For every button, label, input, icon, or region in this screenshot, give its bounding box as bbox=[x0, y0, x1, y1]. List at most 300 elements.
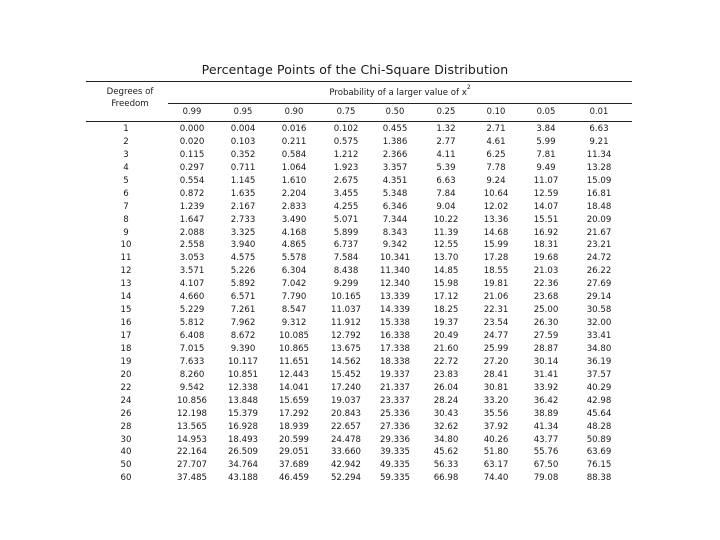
value-cell: 25.336 bbox=[379, 408, 411, 419]
value-cell: 6.63 bbox=[589, 124, 609, 134]
column-header: 0.01 bbox=[589, 106, 609, 116]
value-cell: 23.21 bbox=[586, 240, 612, 251]
value-cell: 8.547 bbox=[281, 305, 307, 316]
value-cell: 8.672 bbox=[230, 331, 256, 341]
value-cell: 5.348 bbox=[382, 188, 408, 199]
dof-cell: 30 bbox=[120, 434, 132, 445]
value-cell: 0.711 bbox=[230, 162, 256, 173]
value-cell: 15.379 bbox=[227, 408, 259, 419]
value-cell: 23.54 bbox=[483, 318, 509, 329]
value-cell: 48.28 bbox=[586, 421, 612, 432]
value-cell: 25.00 bbox=[533, 305, 559, 316]
value-cell: 13.339 bbox=[379, 292, 411, 303]
value-cell: 1.212 bbox=[333, 149, 359, 160]
table-row bbox=[0, 382, 720, 395]
value-cell: 20.49 bbox=[433, 331, 459, 341]
value-cell: 6.571 bbox=[230, 292, 256, 303]
value-cell: 4.351 bbox=[382, 175, 408, 186]
value-cell: 0.575 bbox=[333, 136, 359, 147]
value-cell: 17.240 bbox=[330, 382, 362, 393]
value-cell: 7.584 bbox=[333, 253, 359, 264]
value-cell: 0.020 bbox=[179, 136, 205, 147]
value-cell: 26.22 bbox=[586, 266, 612, 277]
value-cell: 2.366 bbox=[382, 149, 408, 160]
value-cell: 2.733 bbox=[230, 214, 256, 225]
value-cell: 19.81 bbox=[483, 279, 509, 290]
dof-header-line1: Degrees of bbox=[106, 87, 154, 97]
table-row bbox=[0, 136, 720, 149]
column-header: 0.99 bbox=[182, 106, 202, 116]
value-cell: 5.226 bbox=[230, 266, 256, 277]
value-cell: 12.198 bbox=[176, 408, 208, 419]
value-cell: 7.042 bbox=[281, 279, 307, 290]
value-cell: 5.578 bbox=[281, 253, 307, 264]
column-header: 0.25 bbox=[436, 106, 456, 116]
dof-cell: 28 bbox=[120, 421, 132, 432]
value-cell: 7.84 bbox=[436, 188, 456, 199]
value-cell: 13.28 bbox=[586, 162, 612, 173]
value-cell: 35.56 bbox=[483, 408, 509, 419]
value-cell: 56.33 bbox=[433, 460, 459, 471]
value-cell: 19.68 bbox=[533, 253, 559, 264]
value-cell: 10.341 bbox=[379, 253, 411, 264]
value-cell: 6.25 bbox=[486, 149, 506, 160]
value-cell: 36.19 bbox=[586, 356, 612, 367]
value-cell: 29.336 bbox=[379, 434, 411, 445]
value-cell: 40.26 bbox=[483, 434, 509, 445]
table-row bbox=[0, 434, 720, 447]
value-cell: 19.337 bbox=[379, 369, 411, 380]
value-cell: 28.24 bbox=[433, 395, 459, 406]
value-cell: 4.168 bbox=[281, 227, 307, 238]
dof-cell: 22 bbox=[120, 382, 132, 393]
value-cell: 33.41 bbox=[586, 331, 612, 341]
value-cell: 9.49 bbox=[536, 162, 556, 173]
value-cell: 28.41 bbox=[483, 369, 509, 380]
value-cell: 0.016 bbox=[281, 124, 307, 134]
value-cell: 4.255 bbox=[333, 201, 359, 212]
value-cell: 18.55 bbox=[483, 266, 509, 277]
value-cell: 10.856 bbox=[176, 395, 208, 406]
value-cell: 7.261 bbox=[230, 305, 256, 316]
table-row bbox=[0, 304, 720, 317]
value-cell: 19.37 bbox=[433, 318, 459, 329]
value-cell: 1.32 bbox=[436, 124, 456, 134]
value-cell: 29.051 bbox=[278, 447, 310, 458]
value-cell: 33.660 bbox=[330, 447, 362, 458]
value-cell: 0.554 bbox=[179, 175, 205, 186]
value-cell: 45.64 bbox=[586, 408, 612, 419]
probability-header-rule bbox=[168, 103, 632, 104]
value-cell: 27.20 bbox=[483, 356, 509, 367]
value-cell: 10.085 bbox=[278, 331, 310, 341]
value-cell: 18.939 bbox=[278, 421, 310, 432]
value-cell: 14.041 bbox=[278, 382, 310, 393]
value-cell: 1.923 bbox=[333, 162, 359, 173]
value-cell: 20.599 bbox=[278, 434, 310, 445]
table-row bbox=[0, 175, 720, 188]
value-cell: 15.659 bbox=[278, 395, 310, 406]
value-cell: 17.292 bbox=[278, 408, 310, 419]
value-cell: 15.338 bbox=[379, 318, 411, 329]
value-cell: 30.43 bbox=[433, 408, 459, 419]
value-cell: 24.72 bbox=[586, 253, 612, 264]
value-cell: 79.08 bbox=[533, 473, 559, 484]
value-cell: 1.239 bbox=[179, 201, 205, 212]
value-cell: 0.584 bbox=[281, 149, 307, 160]
value-cell: 26.509 bbox=[227, 447, 259, 458]
value-cell: 12.338 bbox=[227, 382, 259, 393]
value-cell: 9.542 bbox=[179, 382, 205, 393]
value-cell: 15.51 bbox=[533, 214, 559, 225]
value-cell: 0.103 bbox=[230, 136, 256, 147]
dof-cell: 40 bbox=[120, 447, 132, 458]
value-cell: 49.335 bbox=[379, 460, 411, 471]
value-cell: 2.71 bbox=[486, 124, 506, 134]
table-row bbox=[0, 214, 720, 227]
value-cell: 1.145 bbox=[230, 175, 256, 186]
probability-header bbox=[170, 86, 630, 98]
header-bottom-rule bbox=[86, 121, 632, 122]
table-row bbox=[0, 330, 720, 343]
value-cell: 11.34 bbox=[586, 149, 612, 160]
value-cell: 14.339 bbox=[379, 305, 411, 316]
value-cell: 16.338 bbox=[379, 331, 411, 341]
value-cell: 13.675 bbox=[330, 343, 362, 354]
value-cell: 40.29 bbox=[586, 382, 612, 393]
value-cell: 21.67 bbox=[586, 227, 612, 238]
value-cell: 2.204 bbox=[281, 188, 307, 199]
value-cell: 3.571 bbox=[179, 266, 205, 277]
column-headers bbox=[0, 106, 720, 118]
value-cell: 37.485 bbox=[176, 473, 208, 484]
value-cell: 7.962 bbox=[230, 318, 256, 329]
value-cell: 21.60 bbox=[433, 343, 459, 354]
value-cell: 5.99 bbox=[536, 136, 556, 147]
value-cell: 7.015 bbox=[179, 343, 205, 354]
value-cell: 2.833 bbox=[281, 201, 307, 212]
table-row bbox=[0, 278, 720, 291]
value-cell: 10.22 bbox=[433, 214, 459, 225]
value-cell: 37.92 bbox=[483, 421, 509, 432]
dof-cell: 17 bbox=[120, 331, 132, 341]
value-cell: 33.92 bbox=[533, 382, 559, 393]
value-cell: 16.81 bbox=[586, 188, 612, 199]
value-cell: 31.41 bbox=[533, 369, 559, 380]
value-cell: 11.037 bbox=[330, 305, 362, 316]
value-cell: 22.31 bbox=[483, 305, 509, 316]
value-cell: 15.09 bbox=[586, 175, 612, 186]
value-cell: 0.352 bbox=[230, 149, 256, 160]
value-cell: 1.064 bbox=[281, 162, 307, 173]
value-cell: 19.037 bbox=[330, 395, 362, 406]
value-cell: 14.85 bbox=[433, 266, 459, 277]
value-cell: 76.15 bbox=[586, 460, 612, 471]
value-cell: 11.651 bbox=[278, 356, 310, 367]
value-cell: 26.30 bbox=[533, 318, 559, 329]
value-cell: 36.42 bbox=[533, 395, 559, 406]
value-cell: 12.792 bbox=[330, 331, 362, 341]
table-row bbox=[0, 227, 720, 240]
value-cell: 0.297 bbox=[179, 162, 205, 173]
value-cell: 74.40 bbox=[483, 473, 509, 484]
value-cell: 14.07 bbox=[533, 201, 559, 212]
value-cell: 0.004 bbox=[230, 124, 256, 134]
dof-cell: 20 bbox=[120, 369, 132, 380]
value-cell: 16.92 bbox=[533, 227, 559, 238]
value-cell: 24.478 bbox=[330, 434, 362, 445]
value-cell: 29.14 bbox=[586, 292, 612, 303]
value-cell: 5.229 bbox=[179, 305, 205, 316]
value-cell: 15.98 bbox=[433, 279, 459, 290]
table-row bbox=[0, 408, 720, 421]
value-cell: 63.17 bbox=[483, 460, 509, 471]
value-cell: 25.99 bbox=[483, 343, 509, 354]
value-cell: 9.04 bbox=[436, 201, 456, 212]
value-cell: 12.340 bbox=[379, 279, 411, 290]
value-cell: 6.63 bbox=[436, 175, 456, 186]
table-row bbox=[0, 188, 720, 201]
value-cell: 55.76 bbox=[533, 447, 559, 458]
table-row bbox=[0, 239, 720, 252]
table-row bbox=[0, 356, 720, 369]
table-row bbox=[0, 149, 720, 162]
probability-header-text: Probability of a larger value of x bbox=[329, 87, 467, 98]
value-cell: 34.80 bbox=[586, 343, 612, 354]
value-cell: 7.633 bbox=[179, 356, 205, 367]
dof-cell: 9 bbox=[123, 227, 129, 238]
value-cell: 10.64 bbox=[483, 188, 509, 199]
value-cell: 8.343 bbox=[382, 227, 408, 238]
top-rule bbox=[86, 81, 632, 82]
dof-cell: 16 bbox=[120, 318, 132, 329]
value-cell: 22.36 bbox=[533, 279, 559, 290]
column-header: 0.75 bbox=[336, 106, 356, 116]
value-cell: 88.38 bbox=[586, 473, 612, 484]
value-cell: 30.14 bbox=[533, 356, 559, 367]
value-cell: 6.346 bbox=[382, 201, 408, 212]
column-header: 0.50 bbox=[385, 106, 405, 116]
page-title: Percentage Points of the Chi-Square Distribution bbox=[201, 62, 509, 77]
value-cell: 7.78 bbox=[486, 162, 506, 173]
dof-cell: 26 bbox=[120, 408, 132, 419]
value-cell: 3.053 bbox=[179, 253, 205, 264]
value-cell: 22.164 bbox=[176, 447, 208, 458]
dof-cell: 1 bbox=[123, 124, 129, 134]
value-cell: 3.84 bbox=[536, 124, 556, 134]
value-cell: 8.438 bbox=[333, 266, 359, 277]
value-cell: 13.36 bbox=[483, 214, 509, 225]
value-cell: 18.48 bbox=[586, 201, 612, 212]
dof-cell: 3 bbox=[123, 149, 129, 160]
value-cell: 9.299 bbox=[333, 279, 359, 290]
value-cell: 7.790 bbox=[281, 292, 307, 303]
value-cell: 9.342 bbox=[382, 240, 408, 251]
value-cell: 15.452 bbox=[330, 369, 362, 380]
table-row bbox=[0, 201, 720, 214]
value-cell: 43.188 bbox=[227, 473, 259, 484]
table-row bbox=[0, 162, 720, 175]
value-cell: 51.80 bbox=[483, 447, 509, 458]
table-row bbox=[0, 252, 720, 265]
value-cell: 4.865 bbox=[281, 240, 307, 251]
value-cell: 5.39 bbox=[436, 162, 456, 173]
value-cell: 67.50 bbox=[533, 460, 559, 471]
dof-cell: 11 bbox=[120, 253, 132, 264]
value-cell: 63.69 bbox=[586, 447, 612, 458]
value-cell: 42.942 bbox=[330, 460, 362, 471]
value-cell: 5.071 bbox=[333, 214, 359, 225]
probability-header-superscript: 2 bbox=[466, 84, 471, 91]
dof-cell: 2 bbox=[123, 136, 129, 147]
value-cell: 15.99 bbox=[483, 240, 509, 251]
value-cell: 18.493 bbox=[227, 434, 259, 445]
value-cell: 21.03 bbox=[533, 266, 559, 277]
value-cell: 11.340 bbox=[379, 266, 411, 277]
column-header: 0.05 bbox=[536, 106, 556, 116]
value-cell: 4.660 bbox=[179, 292, 205, 303]
table-row bbox=[0, 343, 720, 356]
value-cell: 59.335 bbox=[379, 473, 411, 484]
value-cell: 4.575 bbox=[230, 253, 256, 264]
value-cell: 1.647 bbox=[179, 214, 205, 225]
value-cell: 34.764 bbox=[227, 460, 259, 471]
value-cell: 14.68 bbox=[483, 227, 509, 238]
value-cell: 32.00 bbox=[586, 318, 612, 329]
value-cell: 0.000 bbox=[179, 124, 205, 134]
dof-cell: 15 bbox=[120, 305, 132, 316]
dof-cell: 19 bbox=[120, 356, 132, 367]
value-cell: 2.77 bbox=[436, 136, 456, 147]
value-cell: 37.689 bbox=[278, 460, 310, 471]
dof-cell: 60 bbox=[120, 473, 132, 484]
dof-cell: 12 bbox=[120, 266, 132, 277]
value-cell: 50.89 bbox=[586, 434, 612, 445]
value-cell: 27.707 bbox=[176, 460, 208, 471]
value-cell: 10.117 bbox=[227, 356, 259, 367]
value-cell: 30.81 bbox=[483, 382, 509, 393]
dof-cell: 7 bbox=[123, 201, 129, 212]
value-cell: 18.25 bbox=[433, 305, 459, 316]
value-cell: 42.98 bbox=[586, 395, 612, 406]
dof-cell: 10 bbox=[120, 240, 132, 251]
value-cell: 17.338 bbox=[379, 343, 411, 354]
value-cell: 3.490 bbox=[281, 214, 307, 225]
value-cell: 11.912 bbox=[330, 318, 362, 329]
value-cell: 16.928 bbox=[227, 421, 259, 432]
value-cell: 66.98 bbox=[433, 473, 459, 484]
value-cell: 21.337 bbox=[379, 382, 411, 393]
table-row bbox=[0, 459, 720, 472]
value-cell: 11.39 bbox=[433, 227, 459, 238]
value-cell: 22.72 bbox=[433, 356, 459, 367]
value-cell: 12.55 bbox=[433, 240, 459, 251]
value-cell: 13.565 bbox=[176, 421, 208, 432]
dof-header-line2: Freedom bbox=[111, 99, 149, 109]
column-header: 0.10 bbox=[486, 106, 506, 116]
value-cell: 9.21 bbox=[589, 136, 609, 147]
value-cell: 17.12 bbox=[433, 292, 459, 303]
column-header: 0.90 bbox=[284, 106, 304, 116]
table-body bbox=[0, 123, 720, 485]
value-cell: 2.675 bbox=[333, 175, 359, 186]
value-cell: 34.80 bbox=[433, 434, 459, 445]
dof-cell: 50 bbox=[120, 460, 132, 471]
value-cell: 14.953 bbox=[176, 434, 208, 445]
value-cell: 23.337 bbox=[379, 395, 411, 406]
value-cell: 24.77 bbox=[483, 331, 509, 341]
value-cell: 27.336 bbox=[379, 421, 411, 432]
value-cell: 12.02 bbox=[483, 201, 509, 212]
value-cell: 14.562 bbox=[330, 356, 362, 367]
value-cell: 10.165 bbox=[330, 292, 362, 303]
value-cell: 23.68 bbox=[533, 292, 559, 303]
value-cell: 20.843 bbox=[330, 408, 362, 419]
value-cell: 0.455 bbox=[382, 124, 408, 134]
dof-cell: 14 bbox=[120, 292, 132, 303]
value-cell: 10.865 bbox=[278, 343, 310, 354]
value-cell: 9.390 bbox=[230, 343, 256, 354]
value-cell: 3.357 bbox=[382, 162, 408, 173]
value-cell: 18.31 bbox=[533, 240, 559, 251]
table-row bbox=[0, 446, 720, 459]
value-cell: 1.386 bbox=[382, 136, 408, 147]
table-row bbox=[0, 317, 720, 330]
dof-cell: 5 bbox=[123, 175, 129, 186]
value-cell: 2.088 bbox=[179, 227, 205, 238]
value-cell: 10.851 bbox=[227, 369, 259, 380]
dof-cell: 8 bbox=[123, 214, 129, 225]
value-cell: 12.59 bbox=[533, 188, 559, 199]
value-cell: 3.455 bbox=[333, 188, 359, 199]
value-cell: 18.338 bbox=[379, 356, 411, 367]
dof-cell: 13 bbox=[120, 279, 132, 290]
table-row bbox=[0, 369, 720, 382]
table-row bbox=[0, 123, 720, 136]
value-cell: 22.657 bbox=[330, 421, 362, 432]
value-cell: 2.167 bbox=[230, 201, 256, 212]
value-cell: 2.558 bbox=[179, 240, 205, 251]
value-cell: 7.344 bbox=[382, 214, 408, 225]
dof-cell: 4 bbox=[123, 162, 129, 173]
value-cell: 33.20 bbox=[483, 395, 509, 406]
value-cell: 4.61 bbox=[486, 136, 506, 147]
table-row bbox=[0, 291, 720, 304]
value-cell: 39.335 bbox=[379, 447, 411, 458]
value-cell: 0.115 bbox=[179, 149, 205, 160]
value-cell: 41.34 bbox=[533, 421, 559, 432]
table-row bbox=[0, 395, 720, 408]
dof-cell: 24 bbox=[120, 395, 132, 406]
value-cell: 8.260 bbox=[179, 369, 205, 380]
value-cell: 26.04 bbox=[433, 382, 459, 393]
value-cell: 4.11 bbox=[436, 149, 456, 160]
value-cell: 3.325 bbox=[230, 227, 256, 238]
value-cell: 4.107 bbox=[179, 279, 205, 290]
value-cell: 5.812 bbox=[179, 318, 205, 329]
value-cell: 38.89 bbox=[533, 408, 559, 419]
value-cell: 1.610 bbox=[281, 175, 307, 186]
value-cell: 17.28 bbox=[483, 253, 509, 264]
value-cell: 12.443 bbox=[278, 369, 310, 380]
value-cell: 5.892 bbox=[230, 279, 256, 290]
value-cell: 28.87 bbox=[533, 343, 559, 354]
value-cell: 6.304 bbox=[281, 266, 307, 277]
value-cell: 6.408 bbox=[179, 331, 205, 341]
value-cell: 9.24 bbox=[486, 175, 506, 186]
value-cell: 20.09 bbox=[586, 214, 612, 225]
value-cell: 1.635 bbox=[230, 188, 256, 199]
